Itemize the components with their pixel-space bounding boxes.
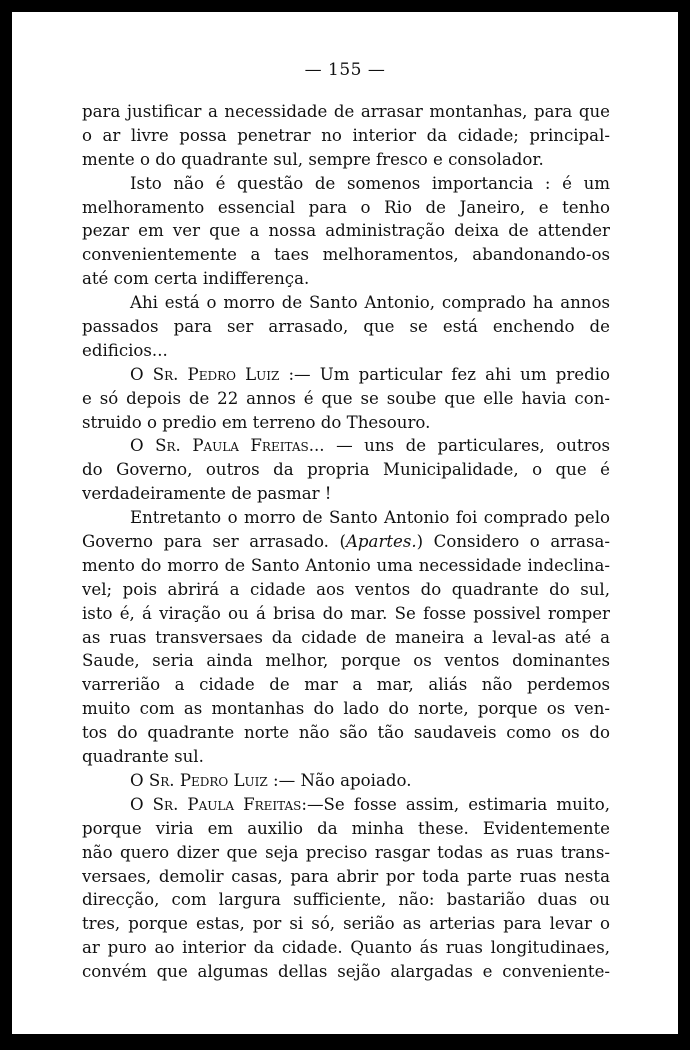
text-line: muito com as montanhas do lado do norte, porque os ven-: [82, 699, 610, 719]
text-line: varrerião a cidade de mar a mar, aliás não perdemos: [82, 675, 610, 695]
body-text: [82, 100, 610, 984]
text-line: mento do morro de Santo Antonio uma necessidade indeclina-: [82, 555, 610, 575]
text-line: do Governo, outros da propria Municipalidade, o que é: [82, 460, 610, 480]
speech-line: [82, 434, 610, 458]
text-segment: Governo para ser arrasado. (: [82, 532, 346, 552]
text-line: passados para ser arrasado, que se está enchendo de: [82, 317, 610, 337]
speech-line: [82, 363, 610, 387]
text-line: versaes, demolir casas, para abrir por toda parte ruas nesta: [82, 866, 610, 886]
text-line: e só depois de 22 annos é que se soube que elle havia con-: [82, 388, 610, 408]
speaker-name: O Sr. Paula Freitas: [130, 436, 309, 456]
text-line: Entretanto o morro de Santo Antonio foi comprado pelo: [130, 508, 610, 528]
text-line: ar puro ao interior da cidade. Quanto ás ruas longitudinaes,: [82, 938, 610, 958]
page-frame: [12, 12, 678, 1034]
speech-text: ... — uns de particulares, outros: [308, 436, 610, 456]
text-line: Saude, seria ainda melhor, porque os ventos dominantes: [82, 651, 610, 671]
text-line: Ahi está o morro de Santo Antonio, comprado ha annos: [130, 293, 610, 313]
text-line: isto é, á viração ou á brisa do mar. Se fosse possivel romper: [82, 603, 610, 623]
page-number: — 155 —: [304, 60, 386, 80]
speech-line: [82, 793, 610, 817]
text-line: Isto não é questão de somenos importancia : é um: [130, 173, 610, 193]
speaker-name: O Sr. Pedro Luiz: [130, 770, 268, 790]
text-line: [82, 530, 610, 554]
apartes-italic: Apartes.: [345, 532, 417, 552]
text-line: mente o do quadrante sul, sempre fresco e consolador.: [82, 149, 544, 169]
text-line: para justificar a necessidade de arrasar montanhas, para que: [82, 102, 610, 121]
text-line: tres, porque estas, por si só, serião as arterias para levar o: [82, 914, 610, 934]
speech-text: :— Não apoiado.: [267, 770, 412, 790]
text-line: quadrante sul.: [82, 747, 204, 767]
text-line: struido o predio em terreno do Thesouro.: [82, 412, 431, 432]
speech-text: :—Se fosse assim, estimaria muito,: [301, 794, 610, 814]
text-line: vel; pois abrirá a cidade aos ventos do quadrante do sul,: [82, 579, 610, 599]
speaker-name: O Sr. Pedro Luiz: [130, 364, 280, 384]
text-line: o ar livre possa penetrar no interior da cidade; principal-: [82, 125, 610, 145]
text-line: não quero dizer que seja preciso rasgar todas as ruas trans-: [82, 842, 610, 862]
text-line: as ruas transversaes da cidade de maneira a leval-as até a: [82, 627, 610, 647]
text-line: até com certa indifferença.: [82, 269, 310, 289]
text-line: verdadeiramente de pasmar !: [82, 484, 332, 504]
text-line: direcção, com largura sufficiente, não: bastarião duas ou: [82, 890, 610, 910]
text-line: tos do quadrante norte não são tão saudaveis como os do: [82, 723, 610, 743]
speaker-name: O Sr. Paula Freitas: [130, 794, 302, 814]
speech-line: [82, 769, 610, 793]
speech-text: :— Um particular fez ahi um predio: [279, 364, 610, 384]
text-line: convém que algumas dellas sejão alargadas e conveniente-: [82, 962, 610, 982]
text-line: edificios...: [82, 340, 168, 360]
text-line: pezar em ver que a nossa administração deixa de attender: [82, 221, 610, 241]
text-line: porque viria em auxilio da minha these. Evidentemente: [82, 818, 610, 838]
text-line: convenientemente a taes melhoramentos, abandonando-os: [82, 245, 610, 265]
text-line: melhoramento essencial para o Rio de Janeiro, e tenho: [82, 197, 610, 217]
text-segment: ) Considero o arrasa-: [416, 532, 610, 552]
